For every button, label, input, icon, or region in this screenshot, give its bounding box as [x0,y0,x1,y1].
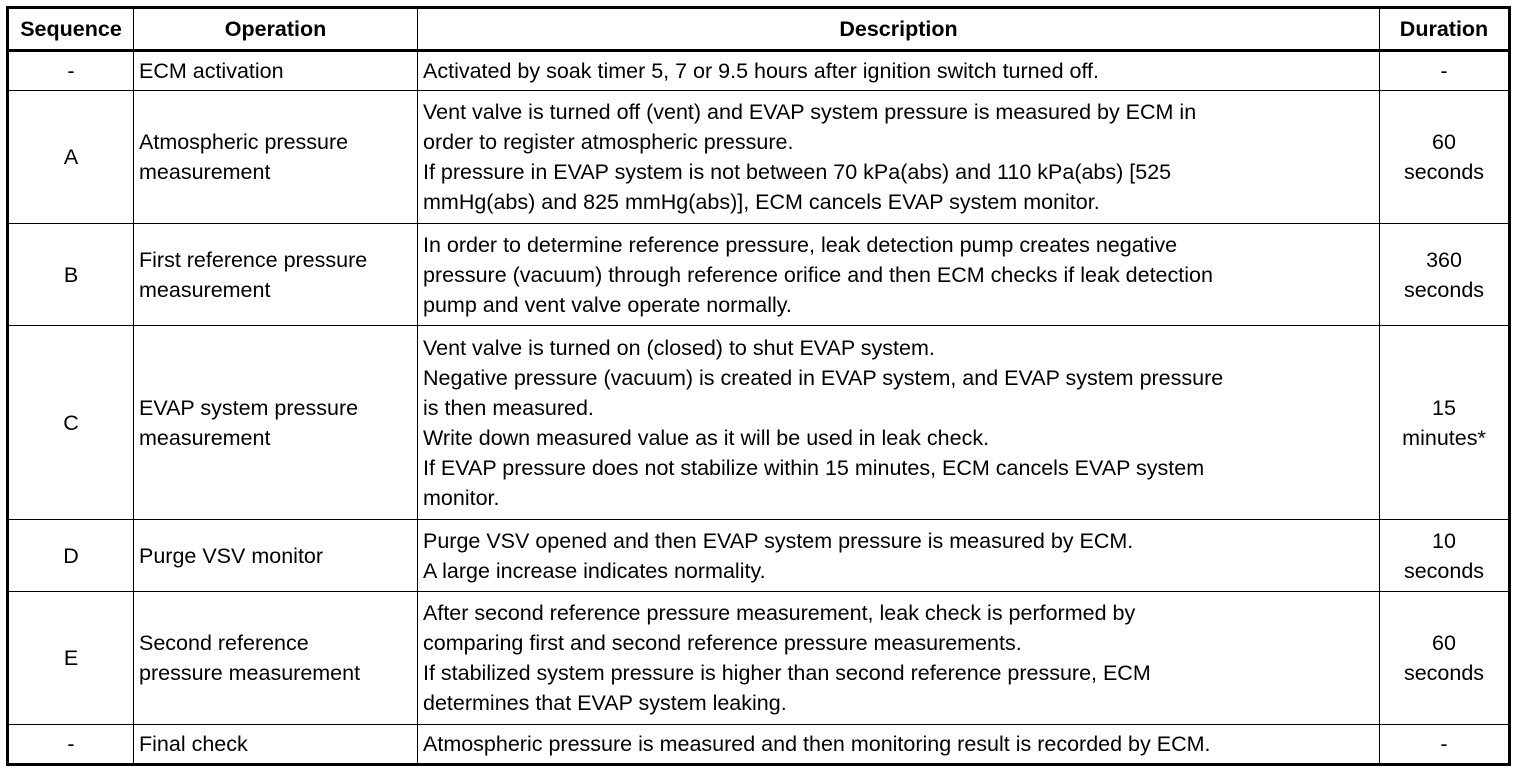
operation-line: EVAP system pressure [139,395,359,420]
operation-cell [134,725,418,765]
operation-cell [134,520,418,592]
duration-cell [1380,224,1510,326]
description-cell [418,91,1380,224]
description-cell [418,51,1380,91]
description-cell [418,520,1380,592]
description-line: comparing first and second reference pressure measurements. [423,631,1022,655]
operation-line: measurement [139,425,271,450]
table-row [8,592,1510,725]
duration-cell [1380,91,1510,224]
sequence-cell: C [8,326,134,520]
description-line: If EVAP pressure does not stabilize within 15 minutes, ECM cancels EVAP system [423,455,1205,480]
table-row [8,51,1510,91]
header-duration: Duration [1380,8,1510,51]
operation-cell [134,91,418,224]
sequence-cell: D [8,520,134,592]
description-line: If pressure in EVAP system is not between 70 kPa(abs) and 110 kPa(abs) [525 [423,160,1172,184]
description-line: order to register atmospheric pressure. [423,130,794,154]
description-line: In order to determine reference pressure, leak detection pump creates negative [423,232,1178,257]
sequence-cell: - [8,51,134,91]
table-row [8,91,1510,224]
duration-cell [1380,592,1510,725]
description-line: After second reference pressure measurement, leak check is performed by [423,601,1136,625]
description-line: pump and vent valve operate normally. [423,292,792,317]
description-cell [418,725,1380,765]
description-line: Vent valve is turned on (closed) to shut EVAP system. [423,335,935,360]
description-line: Activated by soak timer 5, 7 or 9.5 hours after ignition switch turned off. [423,59,1100,83]
description-line: Negative pressure (vacuum) is created in EVAP system, and EVAP system pressure [423,365,1224,390]
operation-line: measurement [139,277,271,302]
duration-line: minutes* [1402,425,1486,450]
duration-line: 10 [1432,528,1456,553]
operation-cell [134,592,418,725]
table-row [8,520,1510,592]
duration-cell [1380,326,1510,520]
duration-line: - [1440,732,1448,756]
description-line: Vent valve is turned off (vent) and EVAP system pressure is measured by ECM in [423,100,1197,124]
table-header-row [8,8,1510,51]
description-line: If stabilized system pressure is higher than second reference pressure, ECM [423,661,1151,685]
operation-cell [134,224,418,326]
sequence-cell: B [8,224,134,326]
duration-line: 15 [1432,395,1456,420]
operation-line: Atmospheric pressure [139,130,349,154]
description-cell [418,224,1380,326]
duration-line: seconds [1403,661,1485,685]
operation-line: Purge VSV monitor [139,543,324,568]
description-cell [418,326,1380,520]
sequence-cell: A [8,91,134,224]
header-description: Description [418,8,1380,51]
duration-line: seconds [1403,160,1485,184]
description-line: monitor. [423,485,500,510]
operation-line: ECM activation [139,59,284,83]
duration-line: 60 [1432,631,1456,655]
header-sequence: Sequence [8,8,134,51]
duration-cell [1380,725,1510,765]
operation-line: Final check [139,732,248,756]
duration-line: 360 [1426,247,1462,272]
duration-cell [1380,520,1510,592]
sequence-cell: - [8,725,134,765]
table-row [8,224,1510,326]
duration-cell [1380,51,1510,91]
sequence-cell: E [8,592,134,725]
duration-line: 60 [1432,130,1456,154]
operation-cell [134,326,418,520]
duration-line: - [1440,59,1448,83]
duration-line: seconds [1403,277,1485,302]
table-body [8,51,1510,765]
duration-line: seconds [1403,558,1485,583]
operation-line: First reference pressure [139,247,368,272]
description-line: is then measured. [423,395,594,420]
description-line: pressure (vacuum) through reference orifice and then ECM checks if leak detection [423,262,1213,287]
description-line: Atmospheric pressure is measured and then monitoring result is recorded by ECM. [423,732,1211,756]
operation-line: Second reference [139,631,309,655]
description-line: A large increase indicates normality. [423,558,766,583]
description-line: mmHg(abs) and 825 mmHg(abs)], ECM cancels EVAP system monitor. [423,190,1100,214]
operation-line: pressure measurement [139,661,361,685]
evap-monitor-table [6,6,1511,766]
table-row [8,725,1510,765]
operation-cell [134,51,418,91]
header-operation: Operation [134,8,418,51]
table-row [8,326,1510,520]
description-line: Purge VSV opened and then EVAP system pressure is measured by ECM. [423,528,1134,553]
description-line: Write down measured value as it will be used in leak check. [423,425,990,450]
operation-line: measurement [139,160,271,184]
description-cell [418,592,1380,725]
description-line: determines that EVAP system leaking. [423,691,787,715]
